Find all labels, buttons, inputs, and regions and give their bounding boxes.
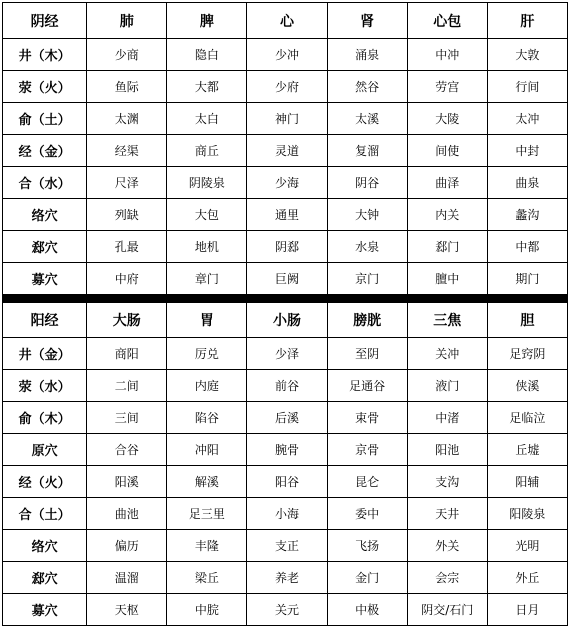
row-label: 络穴 bbox=[3, 199, 87, 231]
acupoint-cell: 束骨 bbox=[327, 402, 407, 434]
acupoint-cell: 中都 bbox=[487, 231, 567, 263]
acupoint-cell: 支沟 bbox=[407, 466, 487, 498]
meridian-header: 小肠 bbox=[247, 303, 327, 338]
acupoint-cell: 大陵 bbox=[407, 103, 487, 135]
acupoint-cell: 商阳 bbox=[87, 338, 167, 370]
acupoint-cell: 孔最 bbox=[87, 231, 167, 263]
acupoint-cell: 中封 bbox=[487, 135, 567, 167]
acupoint-cell: 冲阳 bbox=[167, 434, 247, 466]
acupoint-cell: 足三里 bbox=[167, 498, 247, 530]
table-row bbox=[3, 167, 568, 199]
row-label: 募穴 bbox=[3, 594, 87, 626]
meridian-header: 肾 bbox=[327, 3, 407, 39]
acupoint-cell: 丘墟 bbox=[487, 434, 567, 466]
acupoint-cell: 陷谷 bbox=[167, 402, 247, 434]
acupoint-cell: 太溪 bbox=[327, 103, 407, 135]
table-row bbox=[3, 434, 568, 466]
acupoint-cell: 经渠 bbox=[87, 135, 167, 167]
acupoint-cell: 内关 bbox=[407, 199, 487, 231]
acupoint-cell: 阴交/石门 bbox=[407, 594, 487, 626]
acupoint-cell: 中冲 bbox=[407, 39, 487, 71]
acupoint-cell: 太冲 bbox=[487, 103, 567, 135]
acupoint-cell: 少冲 bbox=[247, 39, 327, 71]
acupoint-cell: 大敦 bbox=[487, 39, 567, 71]
acupoint-cell: 少商 bbox=[87, 39, 167, 71]
acupoint-cell: 日月 bbox=[487, 594, 567, 626]
acupoint-cell: 少海 bbox=[247, 167, 327, 199]
acupoint-cell: 腕骨 bbox=[247, 434, 327, 466]
acupoint-cell: 关元 bbox=[247, 594, 327, 626]
table-row bbox=[3, 402, 568, 434]
acupoint-cell: 列缺 bbox=[87, 199, 167, 231]
acupoint-cell: 行间 bbox=[487, 71, 567, 103]
acupoint-tables bbox=[2, 2, 568, 626]
row-label: 经（金） bbox=[3, 135, 87, 167]
yang-corner-header: 阳经 bbox=[3, 303, 87, 338]
row-label: 荥（水） bbox=[3, 370, 87, 402]
table-row bbox=[3, 466, 568, 498]
yang-meridian-table bbox=[2, 302, 568, 626]
acupoint-cell: 温溜 bbox=[87, 562, 167, 594]
acupoint-cell: 少府 bbox=[247, 71, 327, 103]
acupoint-cell: 至阴 bbox=[327, 338, 407, 370]
row-label: 井（木） bbox=[3, 39, 87, 71]
acupoint-cell: 内庭 bbox=[167, 370, 247, 402]
acupoint-cell: 曲泉 bbox=[487, 167, 567, 199]
acupoint-cell: 天枢 bbox=[87, 594, 167, 626]
acupoint-cell: 外关 bbox=[407, 530, 487, 562]
acupoint-cell: 大钟 bbox=[327, 199, 407, 231]
acupoint-cell: 前谷 bbox=[247, 370, 327, 402]
meridian-header: 大肠 bbox=[87, 303, 167, 338]
acupoint-cell: 厉兑 bbox=[167, 338, 247, 370]
acupoint-cell: 二间 bbox=[87, 370, 167, 402]
acupoint-cell: 足通谷 bbox=[327, 370, 407, 402]
acupoint-cell: 尺泽 bbox=[87, 167, 167, 199]
acupoint-cell: 合谷 bbox=[87, 434, 167, 466]
acupoint-cell: 大包 bbox=[167, 199, 247, 231]
acupoint-cell: 关冲 bbox=[407, 338, 487, 370]
acupoint-cell: 然谷 bbox=[327, 71, 407, 103]
row-label: 荥（火） bbox=[3, 71, 87, 103]
acupoint-cell: 金门 bbox=[327, 562, 407, 594]
acupoint-cell: 昆仑 bbox=[327, 466, 407, 498]
acupoint-cell: 曲泽 bbox=[407, 167, 487, 199]
acupoint-cell: 委中 bbox=[327, 498, 407, 530]
acupoint-cell: 地机 bbox=[167, 231, 247, 263]
yin-header-row bbox=[3, 3, 568, 39]
acupoint-cell: 劳宫 bbox=[407, 71, 487, 103]
acupoint-cell: 章门 bbox=[167, 263, 247, 295]
row-label: 络穴 bbox=[3, 530, 87, 562]
table-row bbox=[3, 39, 568, 71]
acupoint-cell: 光明 bbox=[487, 530, 567, 562]
meridian-header: 心 bbox=[247, 3, 327, 39]
table-row bbox=[3, 103, 568, 135]
meridian-header: 胃 bbox=[167, 303, 247, 338]
table-row bbox=[3, 594, 568, 626]
meridian-header: 膀胱 bbox=[327, 303, 407, 338]
acupoint-cell: 中极 bbox=[327, 594, 407, 626]
acupoint-cell: 液门 bbox=[407, 370, 487, 402]
row-label: 郄穴 bbox=[3, 562, 87, 594]
row-label: 合（土） bbox=[3, 498, 87, 530]
acupoint-cell: 少泽 bbox=[247, 338, 327, 370]
table-row bbox=[3, 562, 568, 594]
row-label: 井（金） bbox=[3, 338, 87, 370]
yin-meridian-table bbox=[2, 2, 568, 295]
table-row bbox=[3, 498, 568, 530]
acupoint-cell: 梁丘 bbox=[167, 562, 247, 594]
acupoint-cell: 鱼际 bbox=[87, 71, 167, 103]
acupoint-cell: 天井 bbox=[407, 498, 487, 530]
row-label: 合（水） bbox=[3, 167, 87, 199]
table-row bbox=[3, 71, 568, 103]
table-row bbox=[3, 263, 568, 295]
meridian-header: 肺 bbox=[87, 3, 167, 39]
acupoint-cell: 涌泉 bbox=[327, 39, 407, 71]
acupoint-cell: 神门 bbox=[247, 103, 327, 135]
acupoint-cell: 中府 bbox=[87, 263, 167, 295]
meridian-header: 三焦 bbox=[407, 303, 487, 338]
acupoint-cell: 后溪 bbox=[247, 402, 327, 434]
acupoint-cell: 阳陵泉 bbox=[487, 498, 567, 530]
meridian-header: 胆 bbox=[487, 303, 567, 338]
section-divider bbox=[2, 295, 568, 302]
acupoint-cell: 阳谷 bbox=[247, 466, 327, 498]
acupoint-cell: 大都 bbox=[167, 71, 247, 103]
table-row bbox=[3, 231, 568, 263]
yang-header-row bbox=[3, 303, 568, 338]
table-row bbox=[3, 135, 568, 167]
acupoint-cell: 足窍阴 bbox=[487, 338, 567, 370]
acupoint-cell: 京骨 bbox=[327, 434, 407, 466]
table-row bbox=[3, 338, 568, 370]
acupoint-cell: 阳溪 bbox=[87, 466, 167, 498]
table-row bbox=[3, 530, 568, 562]
table-row bbox=[3, 370, 568, 402]
meridian-header: 肝 bbox=[487, 3, 567, 39]
acupoint-cell: 小海 bbox=[247, 498, 327, 530]
acupoint-cell: 膻中 bbox=[407, 263, 487, 295]
acupoint-cell: 灵道 bbox=[247, 135, 327, 167]
acupoint-cell: 阴陵泉 bbox=[167, 167, 247, 199]
acupoint-cell: 郄门 bbox=[407, 231, 487, 263]
meridian-header: 心包 bbox=[407, 3, 487, 39]
acupoint-cell: 阳辅 bbox=[487, 466, 567, 498]
acupoint-cell: 中渚 bbox=[407, 402, 487, 434]
row-label: 原穴 bbox=[3, 434, 87, 466]
acupoint-cell: 侠溪 bbox=[487, 370, 567, 402]
acupoint-cell: 间使 bbox=[407, 135, 487, 167]
meridian-header: 脾 bbox=[167, 3, 247, 39]
acupoint-cell: 蠡沟 bbox=[487, 199, 567, 231]
acupoint-cell: 京门 bbox=[327, 263, 407, 295]
acupoint-cell: 商丘 bbox=[167, 135, 247, 167]
row-label: 俞（土） bbox=[3, 103, 87, 135]
acupoint-cell: 阴谷 bbox=[327, 167, 407, 199]
acupoint-cell: 外丘 bbox=[487, 562, 567, 594]
acupoint-cell: 中脘 bbox=[167, 594, 247, 626]
acupoint-cell: 支正 bbox=[247, 530, 327, 562]
yin-corner-header: 阴经 bbox=[3, 3, 87, 39]
acupoint-cell: 阳池 bbox=[407, 434, 487, 466]
row-label: 郄穴 bbox=[3, 231, 87, 263]
acupoint-cell: 曲池 bbox=[87, 498, 167, 530]
row-label: 俞（木） bbox=[3, 402, 87, 434]
acupoint-cell: 隐白 bbox=[167, 39, 247, 71]
acupoint-cell: 会宗 bbox=[407, 562, 487, 594]
acupoint-cell: 解溪 bbox=[167, 466, 247, 498]
acupoint-cell: 太白 bbox=[167, 103, 247, 135]
acupoint-cell: 通里 bbox=[247, 199, 327, 231]
acupoint-cell: 足临泣 bbox=[487, 402, 567, 434]
acupoint-cell: 期门 bbox=[487, 263, 567, 295]
acupoint-cell: 养老 bbox=[247, 562, 327, 594]
acupoint-cell: 丰隆 bbox=[167, 530, 247, 562]
acupoint-cell: 水泉 bbox=[327, 231, 407, 263]
acupoint-cell: 巨阙 bbox=[247, 263, 327, 295]
row-label: 经（火） bbox=[3, 466, 87, 498]
table-row bbox=[3, 199, 568, 231]
row-label: 募穴 bbox=[3, 263, 87, 295]
acupoint-cell: 复溜 bbox=[327, 135, 407, 167]
acupoint-cell: 偏历 bbox=[87, 530, 167, 562]
acupoint-cell: 飞扬 bbox=[327, 530, 407, 562]
acupoint-cell: 阴郄 bbox=[247, 231, 327, 263]
acupoint-cell: 太渊 bbox=[87, 103, 167, 135]
acupoint-cell: 三间 bbox=[87, 402, 167, 434]
